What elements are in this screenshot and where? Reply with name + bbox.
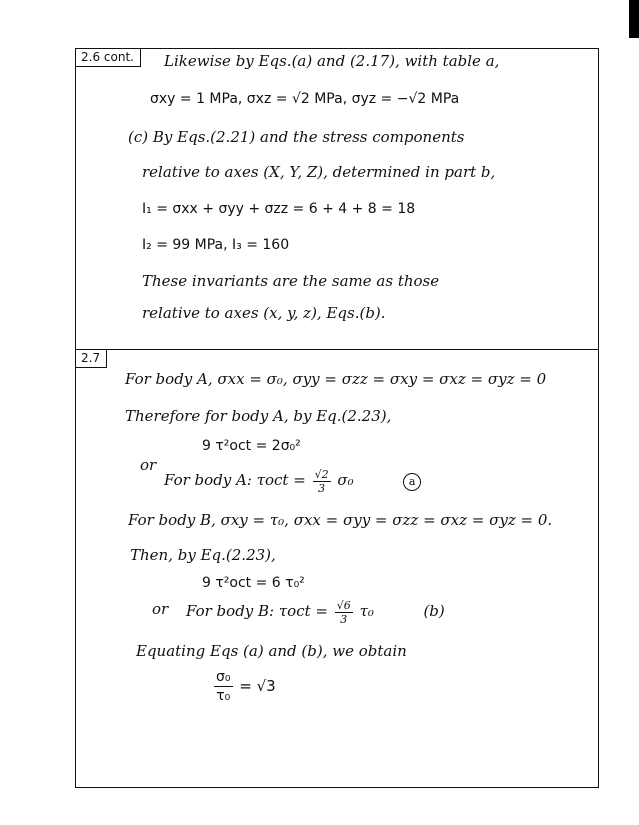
final-ratio-fraction xyxy=(214,668,233,705)
result-a-numerator: √2 xyxy=(314,467,329,481)
section-label-2-7: 2.7 xyxy=(75,349,107,368)
final-ratio-denominator: τ₀ xyxy=(216,688,231,704)
line-body-a-stresses: For body A, σxx = σ₀, σyy = σzz = σxy = σxz = σyz = 0 xyxy=(125,370,547,388)
page-edge-mark xyxy=(629,0,639,38)
line-relative-xyz: relative to axes (x, y, z), Eqs.(b). xyxy=(142,304,386,322)
line-then: Then, by Eq.(2.23), xyxy=(130,546,276,564)
result-b-fraction xyxy=(335,599,353,626)
result-b-numerator: √6 xyxy=(336,598,351,612)
line-or-2: or xyxy=(152,600,169,618)
line-stress-values: σxy = 1 MPa, σxz = √2 MPa, σyz = −√2 MPa xyxy=(150,91,460,107)
line-invariant-i1: I₁ = σxx + σyy + σzz = 6 + 4 + 8 = 18 xyxy=(142,201,416,217)
section-label-2-6: 2.6 cont. xyxy=(75,48,141,67)
line-eq-body-b: 9 τ²oct = 6 τ₀² xyxy=(202,575,305,591)
result-a-fraction xyxy=(313,468,331,495)
result-a-tail: σ₀ xyxy=(337,471,354,489)
line-result-body-a xyxy=(164,465,421,495)
final-ratio-numerator: σ₀ xyxy=(216,669,231,685)
line-invariants-i2-i3: I₂ = 99 MPa, I₃ = 160 xyxy=(142,237,290,253)
line-relative-axes: relative to axes (X, Y, Z), determined in part b, xyxy=(142,163,496,181)
equation-tag-b: (b) xyxy=(423,602,445,620)
line-body-b-stresses: For body B, σxy = τ₀, σxx = σyy = σzz = σxz = σyz = 0. xyxy=(128,511,553,529)
line-likewise: Likewise by Eqs.(a) and (2.17), with table a, xyxy=(164,52,500,70)
line-equating: Equating Eqs (a) and (b), we obtain xyxy=(136,642,407,660)
result-b-text: For body B: τoct = xyxy=(186,602,328,620)
result-a-text: For body A: τoct = xyxy=(164,471,306,489)
section-divider xyxy=(75,349,599,350)
result-a-denominator: 3 xyxy=(318,481,326,495)
equation-tag-a: a xyxy=(403,473,421,491)
line-or-1: or xyxy=(140,456,157,474)
line-eq-body-a: 9 τ²oct = 2σ₀² xyxy=(202,438,301,454)
line-therefore: Therefore for body A, by Eq.(2.23), xyxy=(125,407,392,425)
line-final-ratio xyxy=(212,664,276,708)
line-result-body-b xyxy=(186,596,445,626)
line-invariants-same: These invariants are the same as those xyxy=(142,272,440,290)
result-b-tail: τ₀ xyxy=(359,602,374,620)
final-ratio-value: = √3 xyxy=(239,677,276,695)
result-b-denominator: 3 xyxy=(340,612,348,626)
line-part-c: (c) By Eqs.(2.21) and the stress components xyxy=(128,128,465,146)
